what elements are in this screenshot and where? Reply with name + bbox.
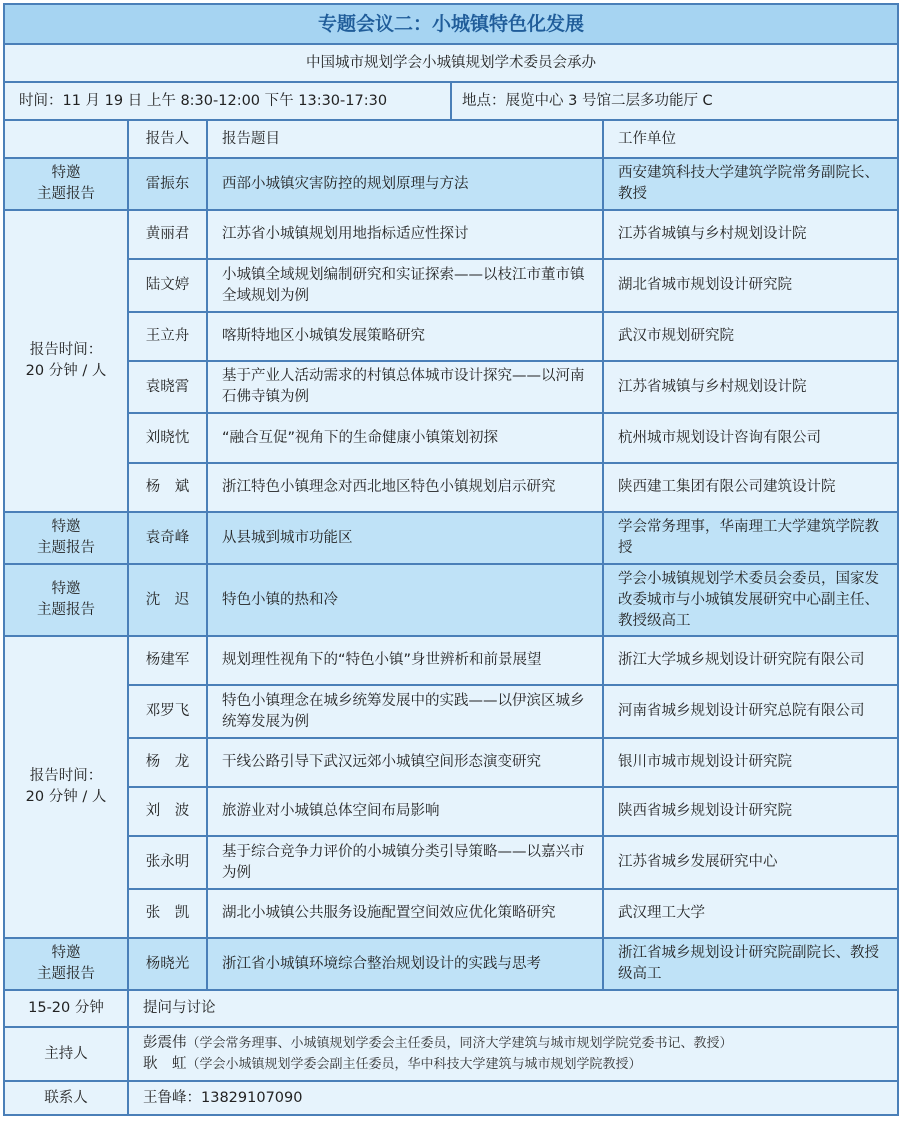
contact-value: 王鲁峰：13829107090 [128,1081,898,1115]
speaker-unit: 杭州城市规划设计咨询有限公司 [603,413,898,463]
table-row [4,564,898,636]
contact-label: 联系人 [4,1081,128,1115]
speaker-name: 杨 龙 [128,738,207,787]
speaker-name: 陆文婷 [128,259,207,312]
report-topic: 浙江特色小镇理念对西北地区特色小镇规划启示研究 [207,463,603,512]
column-header-row [4,120,898,158]
host-2-name: 耿 虹 [143,1056,187,1072]
report-topic: 喀斯特地区小城镇发展策略研究 [207,312,603,361]
speaker-unit: 银川市城市规划设计研究院 [603,738,898,787]
table-row [4,787,898,836]
speaker-unit: 陕西省城乡规划设计研究院 [603,787,898,836]
report-topic: 小城镇全域规划编制研究和实证探索——以枝江市董市镇全域规划为例 [207,259,603,312]
report-topic: 旅游业对小城镇总体空间布局影响 [207,787,603,836]
report-topic: 江苏省小城镇规划用地指标适应性探讨 [207,210,603,259]
speaker-name: 黄丽君 [128,210,207,259]
speaker-unit: 浙江大学城乡规划设计研究院有限公司 [603,636,898,685]
speaker-name: 张永明 [128,836,207,889]
report-topic: 规划理性视角下的“特色小镇”身世辨析和前景展望 [207,636,603,685]
speaker-name: 杨建军 [128,636,207,685]
report-topic: “融合互促”视角下的生命健康小镇策划初探 [207,413,603,463]
report-topic: 基于综合竞争力评价的小城镇分类引导策略——以嘉兴市为例 [207,836,603,889]
contact-row [4,1081,898,1115]
header-empty [4,120,128,158]
table-row [4,158,898,210]
host-1-note: （学会常务理事、小城镇规划学委会主任委员，同济大学建筑与城市规划学院党委书记、教授） [186,1036,733,1051]
header-topic: 报告题目 [207,120,603,158]
report-topic: 从县城到城市功能区 [207,512,603,564]
table-row [4,512,898,564]
report-topic: 西部小城镇灾害防控的规划原理与方法 [207,158,603,210]
category-invited: 特邀 主题报告 [4,512,128,564]
speaker-unit: 江苏省城镇与乡村规划设计院 [603,361,898,413]
host-2-note: （学会小城镇规划学委会副主任委员，华中科技大学建筑与城市规划学院教授） [186,1057,642,1072]
speaker-unit: 浙江省城乡规划设计研究院副院长、教授级高工 [603,938,898,990]
header-speaker: 报告人 [128,120,207,158]
speaker-name: 沈 迟 [128,564,207,636]
qa-value: 提问与讨论 [128,990,898,1027]
table-row [4,889,898,938]
speaker-name: 杨晓光 [128,938,207,990]
speaker-unit: 陕西建工集团有限公司建筑设计院 [603,463,898,512]
speaker-name: 刘晓忱 [128,413,207,463]
session-time: 时间：11 月 19 日 上午 8:30-12:00 下午 13:30-17:30 [5,83,452,119]
host-1-name: 彭震伟 [143,1035,187,1051]
table-row [4,938,898,990]
category-invited: 特邀 主题报告 [4,564,128,636]
qa-row [4,990,898,1027]
speaker-name: 张 凯 [128,889,207,938]
speaker-unit: 武汉理工大学 [603,889,898,938]
host-2 [143,1054,897,1075]
report-topic: 湖北小城镇公共服务设施配置空间效应优化策略研究 [207,889,603,938]
table-row [4,361,898,413]
category-invited: 特邀 主题报告 [4,938,128,990]
session-place: 地点：展览中心 3 号馆二层多功能厅 C [462,92,713,109]
table-row [4,210,898,259]
speaker-name: 杨 斌 [128,463,207,512]
hosts-row [4,1027,898,1081]
schedule-table-wrapper [3,3,897,1116]
table-row [4,738,898,787]
table-row [4,259,898,312]
qa-label: 15-20 分钟 [4,990,128,1027]
speaker-name: 袁晓霄 [128,361,207,413]
speaker-name: 袁奇峰 [128,512,207,564]
page-title: 专题会议二：小城镇特色化发展 [4,4,898,44]
speaker-name: 邓罗飞 [128,685,207,738]
table-row [4,836,898,889]
host-1 [143,1033,897,1054]
table-row [4,463,898,512]
info-row [4,82,898,120]
hosts-value [128,1027,898,1081]
speaker-unit: 江苏省城乡发展研究中心 [603,836,898,889]
category-timeslot: 报告时间： 20 分钟 / 人 [4,210,128,512]
category-invited: 特邀 主题报告 [4,158,128,210]
hosts-label: 主持人 [4,1027,128,1081]
speaker-unit: 湖北省城市规划设计研究院 [603,259,898,312]
report-topic: 特色小镇的热和冷 [207,564,603,636]
report-topic: 干线公路引导下武汉远郊小城镇空间形态演变研究 [207,738,603,787]
speaker-unit: 江苏省城镇与乡村规划设计院 [603,210,898,259]
speaker-unit: 河南省城乡规划设计研究总院有限公司 [603,685,898,738]
table-row [4,636,898,685]
schedule-table [3,3,899,1116]
speaker-name: 王立舟 [128,312,207,361]
speaker-name: 雷振东 [128,158,207,210]
table-row [4,685,898,738]
speaker-unit: 学会小城镇规划学术委员会委员，国家发改委城市与小城镇发展研究中心副主任、教授级高工 [603,564,898,636]
report-topic: 特色小镇理念在城乡统筹发展中的实践——以伊滨区城乡统筹发展为例 [207,685,603,738]
header-unit: 工作单位 [603,120,898,158]
table-row [4,413,898,463]
table-row [4,312,898,361]
speaker-name: 刘 波 [128,787,207,836]
organizer-line: 中国城市规划学会小城镇规划学术委员会承办 [4,44,898,82]
report-topic: 基于产业人活动需求的村镇总体城市设计探究——以河南石佛寺镇为例 [207,361,603,413]
speaker-unit: 学会常务理事，华南理工大学建筑学院教授 [603,512,898,564]
category-timeslot: 报告时间： 20 分钟 / 人 [4,636,128,938]
report-topic: 浙江省小城镇环境综合整治规划设计的实践与思考 [207,938,603,990]
speaker-unit: 西安建筑科技大学建筑学院常务副院长、教授 [603,158,898,210]
speaker-unit: 武汉市规划研究院 [603,312,898,361]
